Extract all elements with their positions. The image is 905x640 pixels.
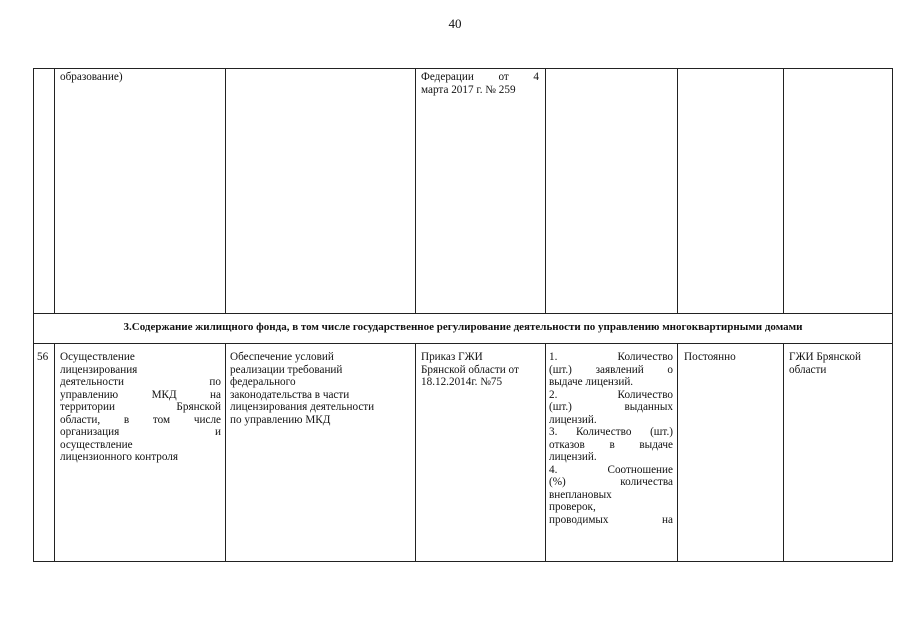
indicator-line: 4. Соотношение <box>549 463 673 476</box>
goal-line: по управлению МКД <box>230 413 331 426</box>
responsible-line: области <box>789 363 827 376</box>
col-divider-1-bottom <box>54 343 55 561</box>
goal-line: законодательства в части <box>230 388 350 401</box>
activity-line: организация и <box>60 426 221 438</box>
activity-line: осуществление <box>60 438 133 451</box>
activity-line: лицензирования <box>60 363 138 376</box>
basis-cell <box>421 351 541 389</box>
col-divider-6-bottom <box>783 343 784 561</box>
indicator-line: (%) количества <box>549 476 673 488</box>
indicator-line: (шт.) выданных <box>549 401 673 413</box>
indicator-line: выдаче лицензий. <box>549 376 634 388</box>
top-row-basis-line: марта 2017 г. № 259 <box>421 83 516 96</box>
regulation-table <box>33 68 893 562</box>
col-divider-2-bottom <box>225 343 226 561</box>
activity-line: области, в том числе <box>60 413 221 426</box>
goal-cell <box>230 351 412 426</box>
basis-line: Приказ ГЖИ <box>421 351 483 363</box>
goal-line: Обеспечение условий <box>230 351 334 363</box>
activity-line: Осуществление <box>60 351 135 363</box>
goal-line: лицензирования деятельности <box>230 401 375 413</box>
indicator-line: проверок, <box>549 501 596 513</box>
indicator-line: проводимых на <box>549 513 673 526</box>
indicator-line: 3. Количество (шт.) <box>549 426 673 438</box>
section-title: 3.Содержание жилищного фонда, в том числе государственное регулирование деятельности по управлению многоквартирными домами <box>123 321 803 333</box>
row-divider-section <box>34 343 892 344</box>
responsible-line: ГЖИ Брянской <box>789 351 861 363</box>
indicator-line: 1. Количество <box>549 351 673 363</box>
activity-line: деятельности по <box>60 376 221 388</box>
indicator-line: отказов в выдаче <box>549 438 673 451</box>
col-divider-3-bottom <box>415 343 416 561</box>
activity-line: территории Брянской <box>60 401 221 413</box>
indicator-line: внеплановых <box>549 488 612 501</box>
responsible-cell <box>789 351 889 376</box>
row-divider-top <box>34 313 892 314</box>
period-cell: Постоянно <box>684 351 736 363</box>
activity-line: лицензионного контроля <box>60 451 179 463</box>
top-row-activity-cell: образование) <box>60 71 123 83</box>
activity-line: управлению МКД на <box>60 388 221 401</box>
page-number: 40 <box>448 16 462 31</box>
indicators-cell <box>549 351 673 526</box>
col-divider-1-top <box>54 69 55 313</box>
goal-line: федерального <box>230 376 296 388</box>
indicator-line: лицензий. <box>549 413 597 426</box>
goal-line: реализации требований <box>230 363 343 376</box>
col-divider-4-bottom <box>545 343 546 561</box>
indicator-line: лицензий. <box>549 451 597 463</box>
indicator-line: (шт.) заявлений о <box>549 363 673 376</box>
row-number: 56 <box>37 351 49 363</box>
activity-cell <box>60 351 221 464</box>
col-divider-3-top <box>415 69 416 313</box>
basis-line: Брянской области от <box>421 363 519 376</box>
col-divider-6-top <box>783 69 784 313</box>
indicator-line: 2. Количество <box>549 388 673 401</box>
top-row-basis-line: Федерации от 4 <box>421 71 539 83</box>
col-divider-5-top <box>677 69 678 313</box>
col-divider-2-top <box>225 69 226 313</box>
top-row-basis-cell <box>421 71 539 96</box>
col-divider-4-top <box>545 69 546 313</box>
basis-line: 18.12.2014г. №75 <box>421 376 503 388</box>
col-divider-5-bottom <box>677 343 678 561</box>
